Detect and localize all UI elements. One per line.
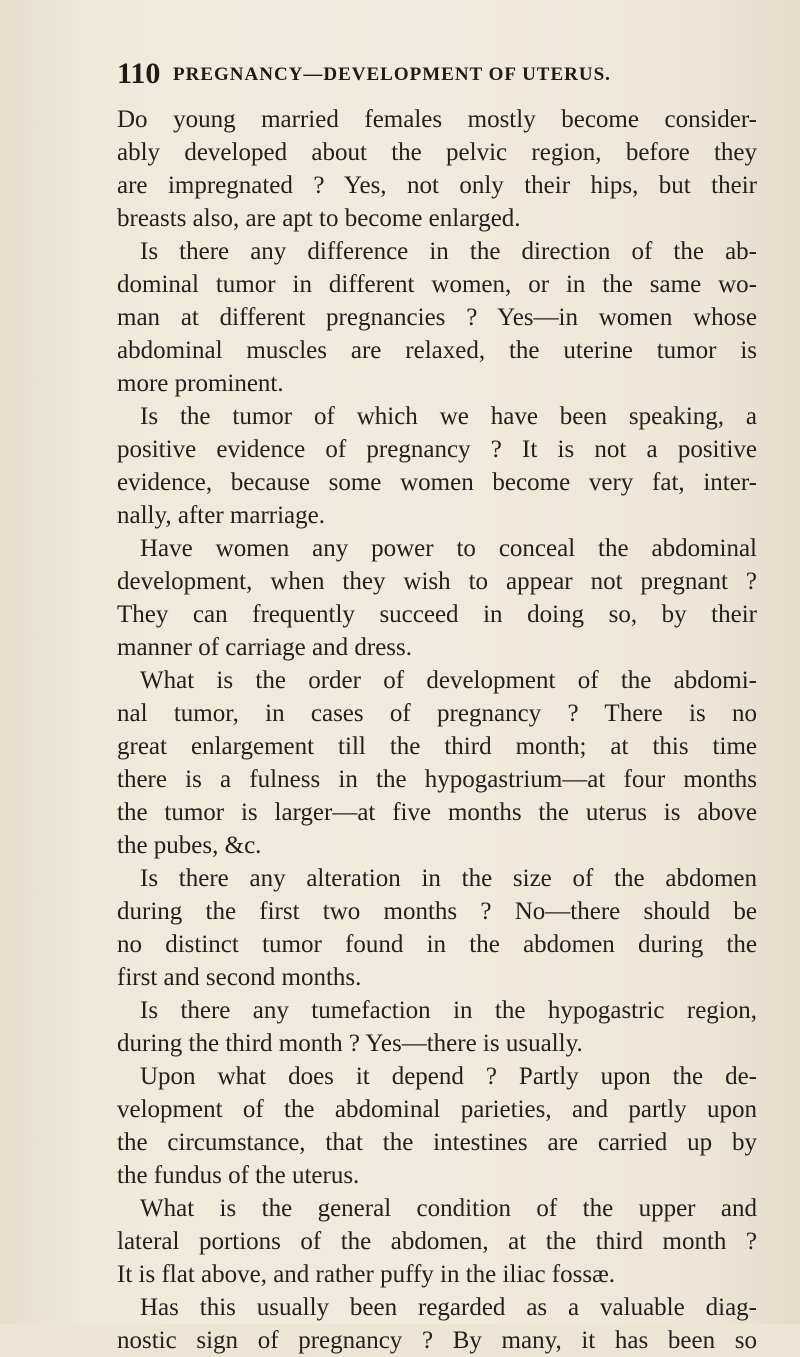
paragraph xyxy=(117,862,757,994)
paragraph xyxy=(117,532,757,664)
text-line: nally, after marriage. xyxy=(117,502,325,529)
text-line: velopment of the abdominal parieties, and partly upon xyxy=(117,1096,757,1123)
text-line: Do young married females mostly become consider- xyxy=(117,106,757,133)
paragraph xyxy=(117,400,757,532)
text-line: lateral portions of the abdomen, at the third month ? xyxy=(117,1228,757,1255)
page-header xyxy=(117,57,757,91)
paragraph xyxy=(117,1060,757,1192)
paragraph xyxy=(117,1291,757,1357)
text-line: It is flat above, and rather puffy in the iliac fossæ. xyxy=(117,1261,616,1288)
text-line: no distinct tumor found in the abdomen during the xyxy=(117,931,757,958)
text-line: dominal tumor in different women, or in the same wo- xyxy=(117,271,757,298)
text-line: They can frequently succeed in doing so, by their xyxy=(117,601,757,628)
text-line: more prominent. xyxy=(117,370,284,397)
text-line: What is the order of development of the abdomi- xyxy=(140,667,757,694)
text-line: Is there any tumefaction in the hypogastric region, xyxy=(140,997,757,1024)
text-line: nostic sign of pregnancy ? By many, it has been so xyxy=(117,1327,757,1354)
text-line: Upon what does it depend ? Partly upon the de- xyxy=(140,1063,757,1090)
text-line: are impregnated ? Yes, not only their hips, but their xyxy=(117,172,757,199)
text-line: Has this usually been regarded as a valuable diag- xyxy=(140,1294,757,1321)
text-line: abdominal muscles are relaxed, the uterine tumor is xyxy=(117,337,757,364)
text-line: first and second months. xyxy=(117,964,362,991)
paragraph xyxy=(117,235,757,400)
text-line: the circumstance, that the intestines are carried up by xyxy=(117,1129,757,1156)
text-line: Is there any difference in the direction of the ab- xyxy=(140,238,757,265)
text-line: there is a fulness in the hypogastrium—at four months xyxy=(117,766,757,793)
paragraph xyxy=(117,1192,757,1291)
page-number: 110 xyxy=(117,57,161,90)
text-line: development, when they wish to appear not pregnant ? xyxy=(117,568,757,595)
text-line: during the third month ? Yes—there is usually. xyxy=(117,1030,583,1057)
text-line: man at different pregnancies ? Yes—in women whose xyxy=(117,304,757,331)
text-line: ably developed about the pelvic region, before they xyxy=(117,139,757,166)
paragraph xyxy=(117,664,757,862)
paragraph xyxy=(117,994,757,1060)
text-line: the tumor is larger—at five months the uterus is above xyxy=(117,799,757,826)
text-line: Is there any alteration in the size of the abdomen xyxy=(140,865,757,892)
body-text xyxy=(117,103,757,1357)
text-line: great enlargement till the third month; at this time xyxy=(117,733,757,760)
text-line: evidence, because some women become very fat, inter- xyxy=(117,469,757,496)
text-line: nal tumor, in cases of pregnancy ? There is no xyxy=(117,700,757,727)
paragraph xyxy=(117,103,757,235)
running-head: PREGNANCY—DEVELOPMENT OF UTERUS. xyxy=(173,64,611,85)
text-line: the pubes, &c. xyxy=(117,832,262,859)
text-line: manner of carriage and dress. xyxy=(117,634,412,661)
text-line: during the first two months ? No—there should be xyxy=(117,898,757,925)
text-line: Have women any power to conceal the abdominal xyxy=(140,535,757,562)
text-line: breasts also, are apt to become enlarged. xyxy=(117,205,521,232)
text-line: What is the general condition of the upper and xyxy=(140,1195,757,1222)
text-line: positive evidence of pregnancy ? It is not a positive xyxy=(117,436,757,463)
text-line: the fundus of the uterus. xyxy=(117,1162,360,1189)
text-line: Is the tumor of which we have been speaking, a xyxy=(140,403,757,430)
